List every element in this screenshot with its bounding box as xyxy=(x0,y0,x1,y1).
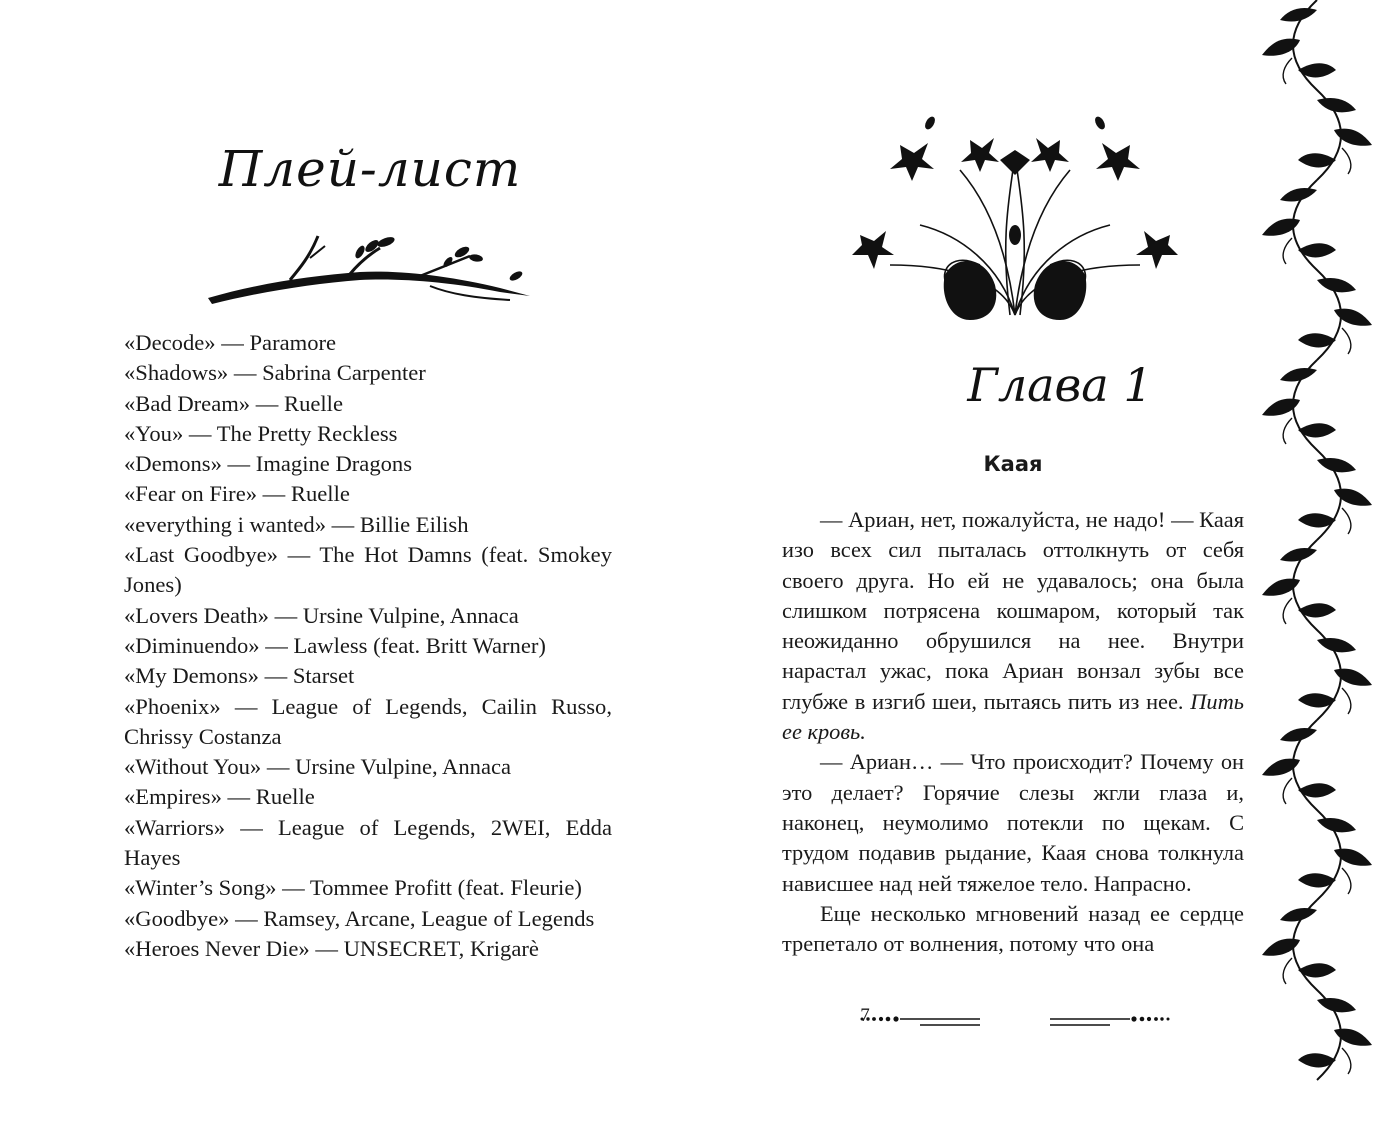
page-number: 7 xyxy=(860,1005,870,1026)
chapter-subtitle: Каая xyxy=(983,452,1043,476)
playlist-item: «Decode» — Paramore xyxy=(124,330,337,355)
playlist-item: «Without You» — Ursine Vulpine, Annaca xyxy=(124,754,512,780)
playlist-item: «Winter’s Song» — Tommee Profitt (feat. Fleurie) xyxy=(124,875,582,901)
chapter-title: Глава 1 xyxy=(967,358,1153,412)
paragraph: — Ариан, нет, пожалуйста, не надо! — Каая изо всех сил пыталась оттолкнуть от себя своего друга. Но ей не удавалось; она была слишком потрясена кошмаром, который так неожиданно обрушился на нее. Внутри нарастал ужас, пока Ариан вонзал зубы все глубже в изгиб шеи, пытаясь пить из нее. Пить ее кровь. xyxy=(782,507,1244,745)
floral-ornament-icon xyxy=(850,115,1180,330)
chapter-body xyxy=(782,505,1244,959)
playlist-item: «Goodbye» — Ramsey, Arcane, League of Legends xyxy=(124,905,595,931)
playlist-item: «Demons» — Imagine Dragons xyxy=(124,451,413,477)
branch-ornament-icon xyxy=(200,228,540,308)
page-number-ornament-icon xyxy=(850,1004,1180,1034)
playlist-item: «Diminuendo» — Lawless (feat. Britt Warner) xyxy=(124,632,546,658)
playlist-item: «Warriors» — League of Legends, 2WEI, Edda Hayes xyxy=(124,814,612,871)
paragraph: — Ариан… — Что происходит? Почему он это делает? Горячие слезы жгли глаза и, наконец, неумолимо потекли по щекам. С трудом подавив рыдание, Каая снова толкнула нависшее над ней тяжелое тело. Напрасно. xyxy=(782,749,1244,896)
playlist-item: «Heroes Never Die» — UNSECRET, Krigarè xyxy=(124,935,539,961)
playlist-item: «Last Goodbye» — The Hot Damns (feat. Smokey Jones) xyxy=(124,542,612,598)
playlist-item: «Phoenix» — League of Legends, Cailin Russo, Chrissy Costanza xyxy=(124,693,612,749)
playlist-item: «Lovers Death» — Ursine Vulpine, Annaca xyxy=(124,602,519,628)
playlist-item: «You» — The Pretty Reckless xyxy=(124,420,398,446)
right-page xyxy=(700,0,1394,1125)
playlist-item: «Bad Dream» — Ruelle xyxy=(124,390,343,416)
paragraph: Еще несколько мгновений назад ее сердце трепетало от волнения, потому что она xyxy=(782,900,1244,957)
vine-border-icon xyxy=(1240,0,1394,1125)
playlist-item: «Fear on Fire» — Ruelle xyxy=(124,481,350,507)
playlist-item: «My Demons» — Starset xyxy=(124,663,355,689)
italic-phrase: Пить ее кровь. xyxy=(782,688,1244,745)
playlist-item: «everything i wanted» — Billie Eilish xyxy=(124,511,469,537)
playlist-title: Плей-лист xyxy=(218,140,522,198)
playlist-item: «Empires» — Ruelle xyxy=(124,784,315,810)
playlist xyxy=(124,328,612,964)
playlist-item: «Shadows» — Sabrina Carpenter xyxy=(124,360,426,386)
